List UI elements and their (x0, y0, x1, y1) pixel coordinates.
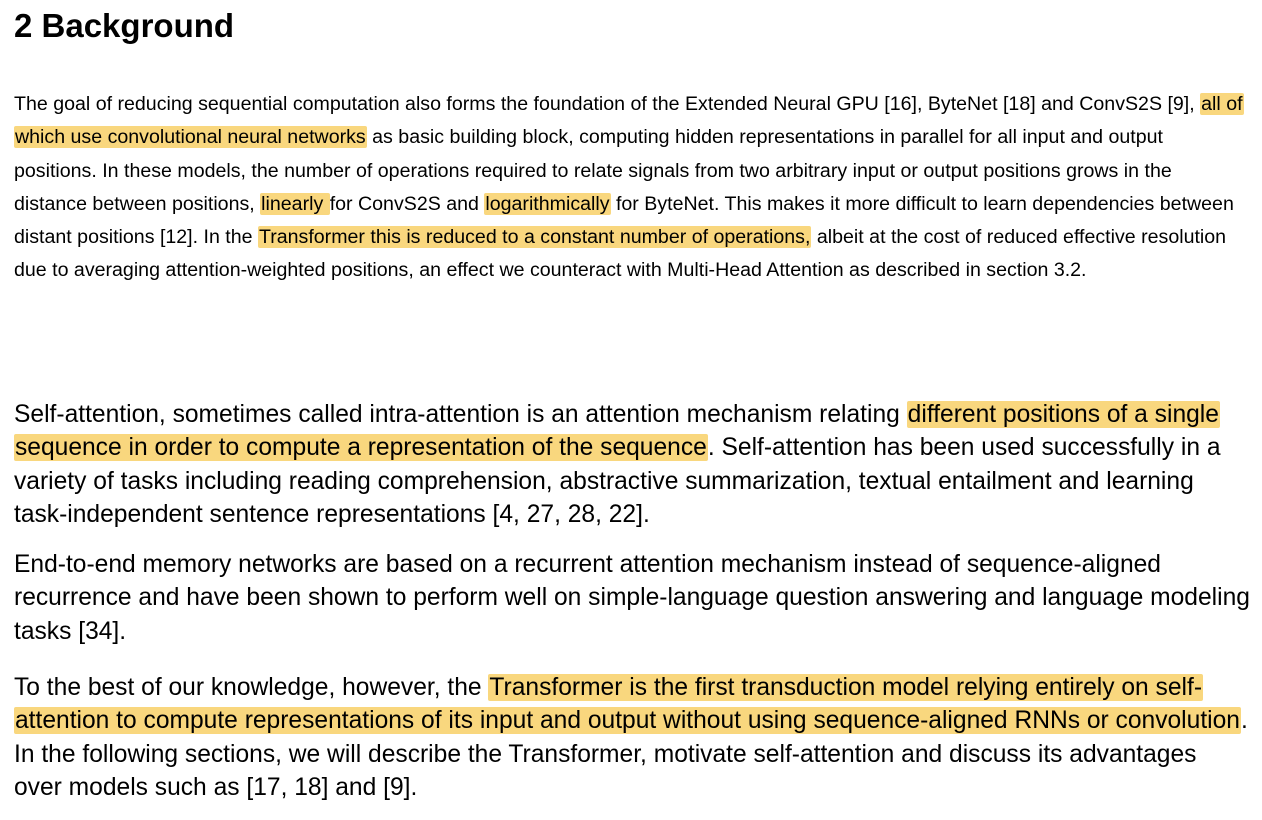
highlighted-text[interactable]: Transformer is the first transduction model relying entirely on self-attention to compute representations of its input and output without using sequence-aligned RNNs or convolution (15, 674, 1240, 735)
paragraph-memory-networks (14, 548, 1250, 648)
highlighted-text[interactable]: all of which use convolutional neural networks (15, 93, 1243, 149)
text-segment: To the best of our knowledge, however, the (14, 674, 489, 701)
highlighted-text[interactable]: logarithmically (485, 192, 610, 215)
text-segment: for ConvS2S and (329, 192, 485, 215)
text-segment: for ByteNet. This makes it more difficult to learn dependencies between distant positions [12]. In the (14, 192, 1234, 249)
paragraph-self-attention (14, 398, 1250, 531)
highlighted-text[interactable]: different positions of a single sequence in order to compute a representation of the sequence (15, 401, 1219, 462)
text-segment: . Self-attention has been used successfully in a variety of tasks including reading comprehension, abstractive summarization, textual entailment and learning task-independent sentence representations [4, 27, 28, 22]. (14, 434, 1221, 528)
paragraph-transformer-summary (14, 671, 1250, 804)
text-segment: Self-attention, sometimes called intra-attention is an attention mechanism relating (14, 401, 907, 428)
text-segment: albeit at the cost of reduced effective resolution due to averaging attention-weighted positions, an effect we counteract with Multi-Head Attention as described in section 3.2. (14, 226, 1227, 282)
paragraph-background-intro (14, 88, 1250, 288)
section-heading: 2 Background (14, 7, 235, 44)
highlighted-text[interactable]: Transformer this is reduced to a constant number of operations, (258, 226, 811, 249)
highlighted-text[interactable]: linearly (261, 192, 329, 215)
text-segment: End-to-end memory networks are based on a recurrent attention mechanism instead of sequence-aligned recurrence and have been shown to perform well on simple-language question answering and language modeling tasks [34]. (14, 551, 1250, 645)
text-segment: . In the following sections, we will describe the Transformer, motivate self-attention and discuss its advantages over models such as [17, 18] and [9]. (14, 707, 1248, 801)
text-segment: The goal of reducing sequential computation also forms the foundation of the Extended Neural GPU [16], ByteNet [18] and ConvS2S [9], (14, 93, 1201, 115)
text-segment: as basic building block, computing hidden representations in parallel for all input and output positions. In these models, the number of operations required to relate signals from two arbitrary input or output positions grows in the distance between positions, (14, 126, 1172, 215)
